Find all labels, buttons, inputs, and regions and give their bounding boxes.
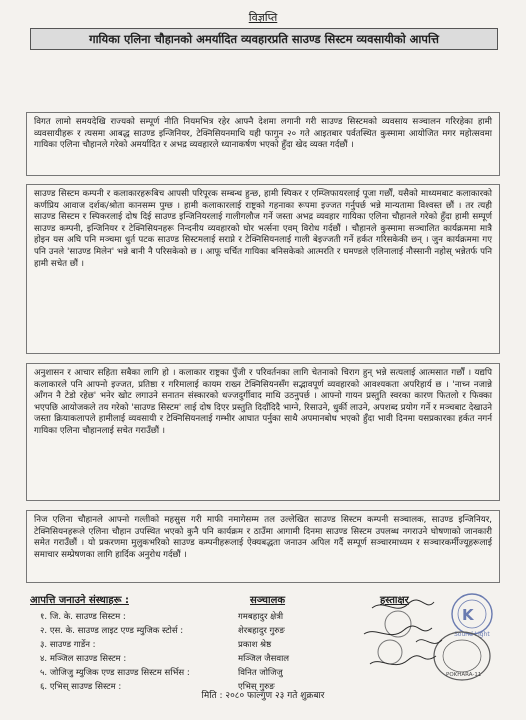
- signature-and-stamps: [350, 592, 510, 682]
- paragraph-3: अनुशासन र आचार सहिता सबैका लागि हो । कलाकार राष्ट्रका पुँजी र परिवर्तनका लागि चेतनाको चिराग हुन् भन्ने सत्यलाई आत्मसात गर्छौं । यद्यपि कलाकारले पनि आफ्नो इज्जत, प्रतिष्ठा र गरिमालाई कायम राख्न टेक्निसियनसँग सद्भावपूर्ण व्यवहारको आवश्यकता अपरिहार्य छ । 'नाच्न नजान्ने आँगन नै टेडो रहेछ' भनेर खोट लगाउने सनातन संस्कारको धज्जदुर्गीवाद माथि उठनुपर्छ । आफ्नो गायन प्रस्तुति स्वरका कारण फितलो र फिक्का भएपछि आयोजकले तय गरेको 'साउण्ड सिस्टम' लाई दोष दिएर प्रस्तुति दिदाँदिदै भाग्ने, रिसाउने, धुर्की लाउने, अपशब्द प्रयोग गर्ने र मञ्चबाट देखाउने जस्ता क्रियाकलापले हामीलाई व्यवसायी र टेक्निसियनलाई गम्भीर आघात पर्नुका साथै अपमानबोध भएको हुँदा भावी दिनमा यसप्रकारका हर्कत नगर्न गायिका एलिना चौहानलाई सचेत गराउँछौं ।: [26, 363, 500, 501]
- list-item: प्रकाश श्रेष्ठ: [238, 640, 272, 650]
- oval-stamp-pokhara: [434, 632, 490, 680]
- org-header: आपत्ति जनाउने संस्थाहरू :: [30, 595, 129, 606]
- signature-4: [416, 640, 442, 644]
- signatories-section: [30, 592, 500, 692]
- notice-label: विज्ञप्ति: [248, 11, 278, 24]
- list-item: एभिस् गुरुङ: [238, 682, 275, 692]
- list-item: शेरबहादुर गुरुङ: [238, 626, 285, 636]
- paragraph-4: निज एलिना चौहानले आफ्नो गल्तीको महसुस गरी माफी नमागेसम्म तल उल्लेखित साउण्ड सिस्टम कम्पनी सञ्चालक, साउण्ड इन्जिनियर, टेक्निसियनहरूले एलिना चौहान उपस्थित भएको कुनै पनि कार्यक्रम र ठाउँमा आगामी दिनमा साउण्ड सिस्टम उपलब्ध नगराउने घोषणाको जानकारी समेत गराउँछौं । यो प्रकरणमा मुलुकभरिको साउण्ड कम्पनीहरूलाई ऐक्यबद्धता जनाउन अपिल गर्दै सम्पूर्ण सञ्चारमाध्यम र सञ्चारकर्मीज्यूहरूलाई समाचार सम्प्रेषणका लागि हार्दिक अनुरोध गर्दछौं ।: [26, 510, 500, 583]
- list-item: गमबहादुर क्षेत्री: [238, 612, 284, 622]
- paragraph-1: विगत लामो समयदेखि राज्यको सम्पूर्ण नीति नियमभित्र रहेर आफ्नै देशमा लगानी गरी साउण्ड सिस्टमको व्यवसाय सञ्चालन गरिरहेका हामी व्यवसायीहरू र त्यसमा आबद्ध साउण्ड इन्जिनियर, टेक्निसियनमाथि यही फागुन २० गते आइतबार पर्वतस्थित कुस्मामा आयोजित मगर महोत्सवमा गायिका एलिना चौहानले गरेको अमर्यादित र अभद्र व्यवहारले ध्यानाकर्षण भएको हुँदा खेद व्यक्त गर्दछौं ।: [26, 112, 500, 176]
- list-item: २. एस. के. साउण्ड लाइट एण्ड म्युजिक स्टोर्स :: [40, 626, 184, 636]
- svg-text:POKHARA-11: POKHARA-11: [446, 672, 482, 678]
- representative-list: [238, 610, 368, 694]
- list-item: ३. साउण्ड गार्डेन :: [40, 640, 96, 650]
- signature-3: [370, 656, 436, 665]
- list-item: ५. जोजिजु म्युजिक एण्ड साउण्ड सिस्टम सर्भिस :: [40, 668, 190, 678]
- signature-2: [364, 626, 432, 635]
- date-line: मिति : २०८० फाल्गुण २३ गते शुक्रबार: [201, 691, 325, 701]
- paragraph-2: साउण्ड सिस्टम कम्पनी र कलाकारहरूबिच आपसी परिपूरक सम्बन्ध हुन्छ, हामी स्पिकर र एम्प्लिफायरलाई पूजा गर्छौं, यसैको माध्यमबाट कलाकारको कर्णप्रिय आवाज दर्शक/श्रोता कानसम्म पुग्छ । हामी कलाकारलाई राष्ट्रको गहनाका रूपमा इज्जत गर्नुपर्छ भन्ने मान्यतामा विश्वस्त छौं । तर त्यही साउण्ड सिस्टम र स्पिकरलाई दोष दिई साउण्ड इन्जिनियरलाई गालीगलौज गर्ने जस्ता अभद्र व्यवहार गायिका एलिना चौहानले गरेको हुँदा हामी सम्पूर्ण साउण्ड कम्पनी, इन्जिनियर र टेक्निसियनहरू निन्दनीय व्यवहारको घोर भर्त्सना एवम् विरोध गर्दछौं । चौहानले कुस्मामा सञ्चालित कार्यक्रममा मात्रै होइन यस अघि पनि मञ्चमा धुर्त पटक साउण्ड सिस्टमलाई सराप्ने र टेक्निसियनलाई गाली बेइज्जती गर्ने हर्कत गरिसकेकी छन् । जुन कार्यक्रममा गए पनि उनले 'साउण्ड मिलेन' भन्ने बानी नै परिसकेको छ । आफू चर्चित गायिका बनिसकेको आत्मरति र घमण्डले एलिनालाई नौस्सानी नहोस् भन्नेतर्फ पनि हामी सचेत छौं ।: [26, 184, 500, 354]
- svg-text:K: K: [462, 606, 474, 624]
- small-stamp-2: [378, 640, 402, 664]
- sig-header: हस्ताक्षर: [380, 595, 409, 606]
- organization-list: [40, 610, 250, 694]
- list-item: ४. मञ्जिल साउण्ड सिस्टम :: [40, 654, 127, 664]
- list-item: १. जि. के. साउण्ड सिस्टम :: [40, 612, 126, 622]
- headline: गायिका एलिना चौहानको अमर्यादित व्यवहारप्रति साउण्ड सिस्टम व्यवसायीको आपत्ति: [30, 28, 498, 50]
- rep-header: सञ्चालक: [250, 595, 286, 606]
- list-item: मञ्जिल जैसवाल: [238, 654, 290, 664]
- list-item: ६. एभिस् साउण्ड सिस्टम :: [40, 682, 122, 692]
- signature-1: [372, 600, 434, 608]
- round-stamp-top: [452, 594, 492, 638]
- svg-text:Sound Light: Sound Light: [454, 631, 490, 638]
- list-item: विनित जोजिजु: [238, 668, 283, 678]
